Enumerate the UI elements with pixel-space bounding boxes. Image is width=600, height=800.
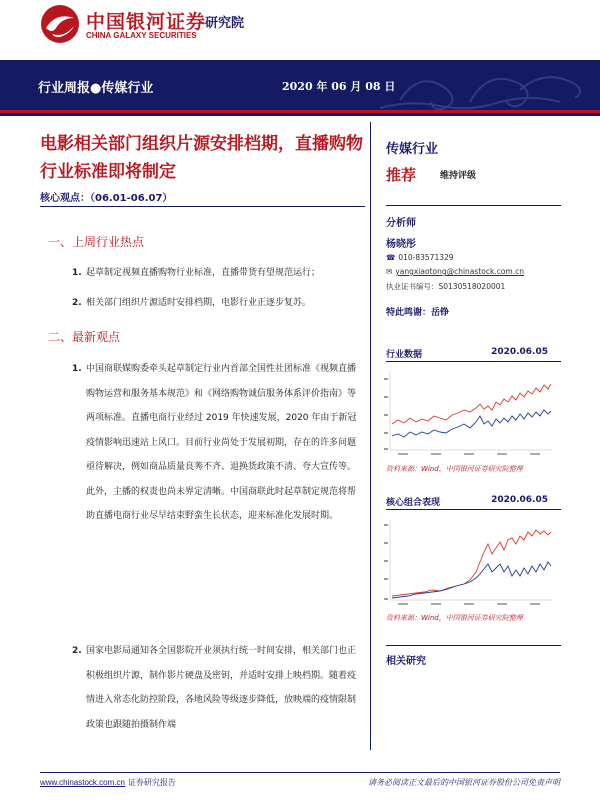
chart-source: 资料来源：Wind，中国银河证券研究院整理 [386, 614, 523, 622]
email-link[interactable]: yangxiaotong@chinastock.com.cn [395, 267, 524, 276]
chart-title: 核心组合表现 [386, 498, 441, 508]
phone-icon: ☎ [386, 253, 396, 262]
chart-heading [386, 495, 548, 508]
divider [386, 645, 561, 646]
analyst-name: 杨晓彤 [386, 239, 416, 250]
report-banner [0, 60, 600, 116]
item-number: 1. [72, 268, 82, 278]
report-date: 2020 年 06 月 08 日 [282, 80, 396, 93]
report-type: 行业周报●传媒行业 [38, 81, 154, 96]
report-title: 电影相关部门组织片源安排档期，直播购物行业标准即将制定 [40, 134, 363, 182]
phone-line [386, 253, 454, 262]
certificate-number: 执业证书编号：S0130518020001 [386, 282, 506, 291]
footer-divider [40, 772, 560, 773]
sector-label: 传媒行业 [386, 142, 439, 157]
core-view-label: 核心观点：（06.01-06.07） [40, 193, 173, 204]
section-heading-hotspots: 一、上周行业热点 [48, 235, 145, 249]
recommendation-label: 推荐 [386, 166, 417, 184]
company-name-cn: 中国银河证券 [86, 11, 207, 33]
analyst-heading: 分析师 [386, 218, 416, 229]
envelope-icon: ✉ [386, 267, 393, 276]
chart-heading [386, 347, 548, 360]
portfolio-performance-chart [376, 514, 554, 608]
item-number: 2. [72, 646, 82, 656]
website-link[interactable]: www.chinastock.com.cn [40, 778, 125, 787]
banner-red-line [0, 110, 600, 113]
chart-date: 2020.06.05 [491, 347, 548, 357]
company-name-en: CHINA GALAXY SECURITIES [86, 31, 197, 40]
item-number: 2. [72, 298, 82, 308]
email-line [386, 267, 524, 276]
item-text: 中国商联媒购委牵头起草制定行业内首部全国性社团标准《视频直播购物运营和服务基本规范》和《网络购物诚信服务体系评价指南》等两项标准。直播电商行业经过 2019 年快速发展，2020 年由于新冠疫情影响迅速站上风口。目前行业尚处于发展初期，存在的许多问题亟待解决，例如商品质量良莠不齐、退换货政策不清、夸大宣传等。此外，主播的权责也尚未界定清晰。中国商联此时起草制定规范将帮助直播电商行业尽早结束野蛮生长状态，迎来标准化发展时期。 [86, 364, 357, 521]
chart-title: 行业数据 [386, 350, 423, 360]
footer-website [40, 777, 176, 788]
item-number: 1. [72, 364, 82, 374]
divider [386, 509, 561, 510]
divider [386, 361, 561, 362]
paragraph-item [72, 639, 362, 737]
industry-data-chart [376, 366, 554, 458]
item-text: 起草制定视频直播购物行业标准，直播带货有望规范运行； [86, 268, 321, 278]
galaxy-logo-icon [40, 4, 80, 44]
item-text: 相关部门组织片源适时安排档期，电影行业正逐步复苏。 [86, 298, 312, 308]
acknowledgement: 特此鸣谢：岳铮 [386, 308, 450, 318]
series-line-red [392, 530, 551, 596]
rating-label: 维持评级 [440, 171, 477, 181]
list-item [72, 296, 362, 310]
related-research-heading: 相关研究 [386, 656, 426, 667]
series-line-blue [392, 410, 551, 437]
institute-label: 研究院 [205, 16, 245, 31]
item-text: 国家电影局通知各全国影院开业须执行统一时间安排，相关部门也正积极组织片源，制作影片硬盘及密钥，并适时安排上映档期。随着疫情进入常态化防控阶段，各地风险等级逐步降低，放映端的疫情限制政策也跟随拍摄制作端 [86, 646, 357, 730]
divider [40, 206, 365, 207]
divider [386, 205, 561, 206]
chart-date: 2020.06.05 [491, 495, 548, 505]
footer-disclaimer: 请务必阅读正文最后的中国银河证券股份公司免责声明 [368, 778, 560, 787]
footer-subtitle: 证券研究报告 [127, 778, 176, 787]
paragraph-item [72, 357, 362, 529]
list-item [72, 266, 362, 280]
chart-source: 资料来源：Wind，中国银河证券研究院整理 [386, 465, 523, 473]
company-logo [40, 4, 300, 46]
column-divider [370, 122, 371, 750]
phone-number: 010-83571329 [398, 253, 454, 262]
section-heading-views: 二、最新观点 [48, 330, 121, 344]
series-line-red [392, 384, 551, 424]
